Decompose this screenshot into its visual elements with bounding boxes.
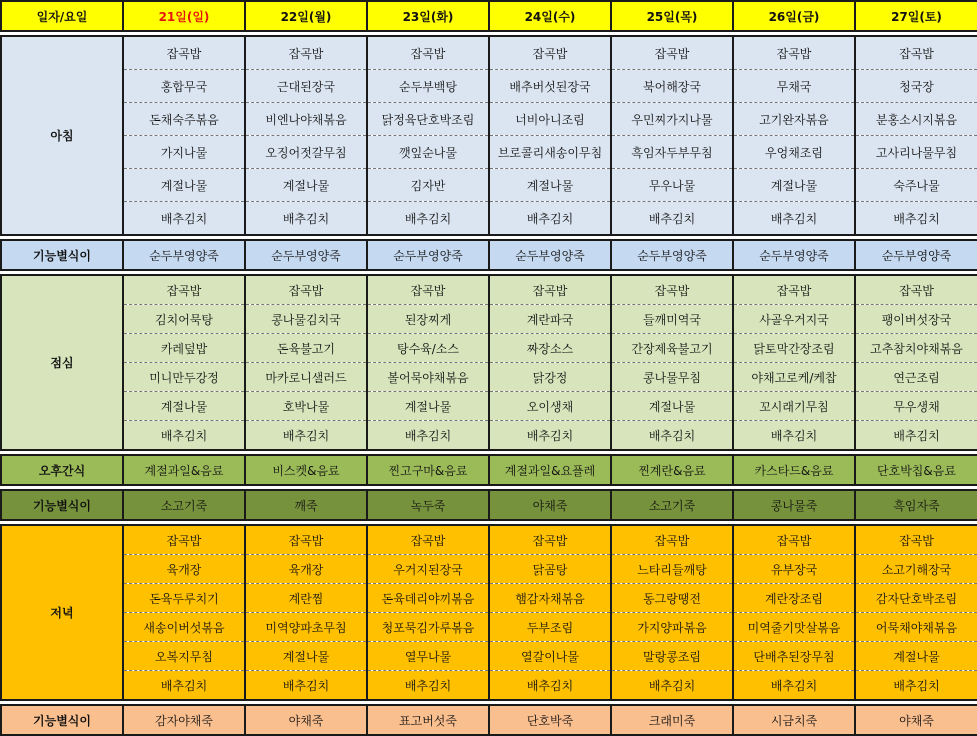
menu-cell: 브로콜리새송이무침 [489, 136, 611, 169]
menu-cell: 무우나물 [611, 169, 733, 202]
menu-cell: 찐계란&음료 [611, 455, 733, 485]
menu-cell: 연근조림 [855, 363, 977, 392]
menu-cell: 잡곡밥 [733, 275, 855, 305]
menu-cell: 계절나물 [855, 642, 977, 671]
menu-cell: 근대된장국 [245, 70, 367, 103]
menu-cell: 잡곡밥 [489, 525, 611, 555]
menu-cell: 표고버섯죽 [367, 705, 489, 735]
menu-cell: 계절나물 [733, 169, 855, 202]
menu-cell: 숙주나물 [855, 169, 977, 202]
menu-cell: 닭토막간장조림 [733, 334, 855, 363]
menu-cell: 배추김치 [367, 671, 489, 701]
menu-cell: 콩나물죽 [733, 490, 855, 520]
breakfast-row [1, 169, 977, 202]
menu-cell: 고사리나물무침 [855, 136, 977, 169]
menu-cell: 잡곡밥 [855, 36, 977, 70]
menu-cell: 배추김치 [611, 421, 733, 451]
menu-cell: 비스켓&음료 [245, 455, 367, 485]
menu-cell: 우거지된장국 [367, 555, 489, 584]
menu-cell: 호박나물 [245, 392, 367, 421]
menu-cell: 계란찜 [245, 584, 367, 613]
breakfast-row [1, 136, 977, 169]
menu-cell: 배추김치 [489, 421, 611, 451]
menu-cell: 닭곰탕 [489, 555, 611, 584]
menu-cell: 잡곡밥 [245, 36, 367, 70]
menu-cell: 배추김치 [855, 671, 977, 701]
menu-cell: 찐고구마&음료 [367, 455, 489, 485]
lunch-row [1, 363, 977, 392]
day-header: 26일(금) [733, 1, 855, 31]
functional-diet-breakfast-label: 기능별식이 [1, 240, 123, 270]
menu-cell: 배추김치 [245, 671, 367, 701]
menu-cell: 계절나물 [245, 642, 367, 671]
menu-cell: 닭정육단호박조림 [367, 103, 489, 136]
menu-cell: 배추김치 [855, 202, 977, 236]
menu-cell: 배추버섯된장국 [489, 70, 611, 103]
lunch-row [1, 334, 977, 363]
menu-cell: 햄감자채볶음 [489, 584, 611, 613]
menu-cell: 청포묵김가루볶음 [367, 613, 489, 642]
menu-cell: 순두부영양죽 [733, 240, 855, 270]
menu-cell: 무우생채 [855, 392, 977, 421]
menu-cell: 계란장조림 [733, 584, 855, 613]
menu-cell: 야채죽 [245, 705, 367, 735]
corner-header: 일자/요일 [1, 1, 123, 31]
menu-cell: 흑임자두부무침 [611, 136, 733, 169]
menu-cell: 우엉채조림 [733, 136, 855, 169]
menu-cell: 꼬시래기무침 [733, 392, 855, 421]
menu-cell: 배추김치 [733, 421, 855, 451]
menu-cell: 콩나물무침 [611, 363, 733, 392]
menu-cell: 잡곡밥 [489, 275, 611, 305]
day-header: 22일(월) [245, 1, 367, 31]
menu-cell: 잡곡밥 [611, 275, 733, 305]
menu-cell: 북어해장국 [611, 70, 733, 103]
menu-cell: 배추김치 [489, 202, 611, 236]
menu-cell: 사골우거지국 [733, 305, 855, 334]
menu-cell: 느타리들깨탕 [611, 555, 733, 584]
menu-cell: 김치어묵탕 [123, 305, 245, 334]
menu-cell: 잡곡밥 [489, 36, 611, 70]
menu-cell: 잡곡밥 [611, 36, 733, 70]
menu-cell: 잡곡밥 [123, 525, 245, 555]
dinner-row [1, 525, 977, 555]
menu-cell: 계절나물 [245, 169, 367, 202]
menu-cell: 깻잎순나물 [367, 136, 489, 169]
menu-cell: 단배추된장무침 [733, 642, 855, 671]
menu-cell: 가지나물 [123, 136, 245, 169]
menu-cell: 순두부영양죽 [489, 240, 611, 270]
afternoon-snack-row [1, 455, 977, 485]
menu-cell: 순두부영양죽 [245, 240, 367, 270]
menu-cell: 계절과일&음료 [123, 455, 245, 485]
menu-cell: 동그랑땡전 [611, 584, 733, 613]
menu-cell: 오징어젓갈무침 [245, 136, 367, 169]
menu-cell: 계란파국 [489, 305, 611, 334]
menu-cell: 돈채숙주볶음 [123, 103, 245, 136]
menu-cell: 배추김치 [245, 421, 367, 451]
menu-cell: 잡곡밥 [367, 36, 489, 70]
menu-cell: 짜장소스 [489, 334, 611, 363]
menu-cell: 야채죽 [855, 705, 977, 735]
menu-cell: 녹두죽 [367, 490, 489, 520]
lunch-row [1, 392, 977, 421]
functional-diet-dinner-label: 기능별식이 [1, 705, 123, 735]
day-header: 24일(수) [489, 1, 611, 31]
menu-cell: 단호박칩&음료 [855, 455, 977, 485]
header-row [1, 1, 977, 31]
menu-cell: 단호박죽 [489, 705, 611, 735]
menu-cell: 잡곡밥 [123, 275, 245, 305]
day-header: 23일(화) [367, 1, 489, 31]
menu-cell: 배추김치 [123, 421, 245, 451]
menu-cell: 팽이버섯장국 [855, 305, 977, 334]
menu-cell: 간장제육불고기 [611, 334, 733, 363]
menu-cell: 비엔나야채볶음 [245, 103, 367, 136]
menu-cell: 배추김치 [611, 202, 733, 236]
menu-cell: 배추김치 [733, 202, 855, 236]
menu-cell: 돈육불고기 [245, 334, 367, 363]
menu-cell: 배추김치 [123, 202, 245, 236]
menu-cell: 순두부영양죽 [367, 240, 489, 270]
menu-cell: 돈육두루치기 [123, 584, 245, 613]
menu-cell: 야채고로케/케찹 [733, 363, 855, 392]
breakfast-row [1, 202, 977, 236]
functional-diet-breakfast-row [1, 240, 977, 270]
menu-cell: 들깨미역국 [611, 305, 733, 334]
functional-diet-lunch-label: 기능별식이 [1, 490, 123, 520]
menu-cell: 배추김치 [245, 202, 367, 236]
menu-cell: 배추김치 [489, 671, 611, 701]
menu-cell: 계절나물 [123, 392, 245, 421]
menu-cell: 육개장 [245, 555, 367, 584]
menu-cell: 배추김치 [855, 421, 977, 451]
menu-cell: 계절나물 [123, 169, 245, 202]
menu-cell: 배추김치 [611, 671, 733, 701]
menu-cell: 배추김치 [733, 671, 855, 701]
functional-diet-dinner-row [1, 705, 977, 735]
menu-cell: 순두부영양죽 [855, 240, 977, 270]
menu-cell: 열무나물 [367, 642, 489, 671]
menu-cell: 미니만두강정 [123, 363, 245, 392]
menu-cell: 두부조림 [489, 613, 611, 642]
menu-cell: 순두부영양죽 [611, 240, 733, 270]
menu-cell: 카스타드&음료 [733, 455, 855, 485]
menu-cell: 잡곡밥 [245, 275, 367, 305]
dinner-row [1, 613, 977, 642]
dinner-row [1, 642, 977, 671]
menu-cell: 소고기해장국 [855, 555, 977, 584]
menu-cell: 계절나물 [489, 169, 611, 202]
menu-cell: 김자반 [367, 169, 489, 202]
menu-cell: 배추김치 [123, 671, 245, 701]
menu-cell: 말랑콩조림 [611, 642, 733, 671]
menu-cell: 육개장 [123, 555, 245, 584]
menu-cell: 잡곡밥 [855, 525, 977, 555]
functional-diet-lunch-row [1, 490, 977, 520]
afternoon-snack-label: 오후간식 [1, 455, 123, 485]
day-header: 21일(일) [123, 1, 245, 31]
menu-cell: 순두부영양죽 [123, 240, 245, 270]
menu-cell: 잡곡밥 [611, 525, 733, 555]
dinner-row [1, 584, 977, 613]
menu-cell: 잡곡밥 [245, 525, 367, 555]
dinner-label: 저녁 [1, 525, 123, 700]
menu-cell: 가지양파볶음 [611, 613, 733, 642]
menu-cell: 흑임자죽 [855, 490, 977, 520]
menu-cell: 배추김치 [367, 421, 489, 451]
menu-cell: 잡곡밥 [855, 275, 977, 305]
menu-cell: 된장찌게 [367, 305, 489, 334]
menu-cell: 돈육데리야끼볶음 [367, 584, 489, 613]
menu-cell: 고추참치야채볶음 [855, 334, 977, 363]
breakfast-label: 아침 [1, 36, 123, 235]
menu-cell: 새송이버섯볶음 [123, 613, 245, 642]
menu-cell: 오이생채 [489, 392, 611, 421]
menu-cell: 계절과일&요플레 [489, 455, 611, 485]
menu-cell: 감자단호박조림 [855, 584, 977, 613]
menu-cell: 잡곡밥 [733, 36, 855, 70]
menu-cell: 소고기죽 [611, 490, 733, 520]
menu-cell: 카레덮밥 [123, 334, 245, 363]
menu-cell: 계절나물 [367, 392, 489, 421]
menu-cell: 볼어묵야채볶음 [367, 363, 489, 392]
menu-cell: 잡곡밥 [367, 275, 489, 305]
menu-cell: 잡곡밥 [367, 525, 489, 555]
menu-cell: 계절나물 [611, 392, 733, 421]
dinner-row [1, 555, 977, 584]
menu-cell: 야채죽 [489, 490, 611, 520]
lunch-label: 점심 [1, 275, 123, 450]
menu-cell: 무채국 [733, 70, 855, 103]
menu-cell: 미역양파초무침 [245, 613, 367, 642]
menu-cell: 우민찌가지나물 [611, 103, 733, 136]
menu-cell: 감자야채죽 [123, 705, 245, 735]
menu-cell: 시금치죽 [733, 705, 855, 735]
menu-cell: 탕수육/소스 [367, 334, 489, 363]
menu-cell: 잡곡밥 [733, 525, 855, 555]
menu-cell: 분홍소시지볶음 [855, 103, 977, 136]
menu-cell: 깨죽 [245, 490, 367, 520]
menu-cell: 마카로니샐러드 [245, 363, 367, 392]
menu-cell: 오복지무침 [123, 642, 245, 671]
lunch-row [1, 421, 977, 451]
menu-cell: 배추김치 [367, 202, 489, 236]
menu-cell: 미역줄기맛살볶음 [733, 613, 855, 642]
day-header: 25일(목) [611, 1, 733, 31]
menu-cell: 너비아니조림 [489, 103, 611, 136]
menu-cell: 잡곡밥 [123, 36, 245, 70]
menu-cell: 어묵채야채볶음 [855, 613, 977, 642]
menu-cell: 크래미죽 [611, 705, 733, 735]
menu-cell: 순두부백탕 [367, 70, 489, 103]
menu-cell: 소고기죽 [123, 490, 245, 520]
breakfast-row [1, 36, 977, 70]
menu-cell: 콩나물김치국 [245, 305, 367, 334]
day-header: 27일(토) [855, 1, 977, 31]
menu-cell: 유부장국 [733, 555, 855, 584]
breakfast-row [1, 103, 977, 136]
breakfast-row [1, 70, 977, 103]
menu-cell: 열갈이나물 [489, 642, 611, 671]
menu-cell: 청국장 [855, 70, 977, 103]
menu-cell: 홍합무국 [123, 70, 245, 103]
lunch-row [1, 275, 977, 305]
lunch-row [1, 305, 977, 334]
menu-cell: 닭강정 [489, 363, 611, 392]
menu-cell: 고기완자볶음 [733, 103, 855, 136]
